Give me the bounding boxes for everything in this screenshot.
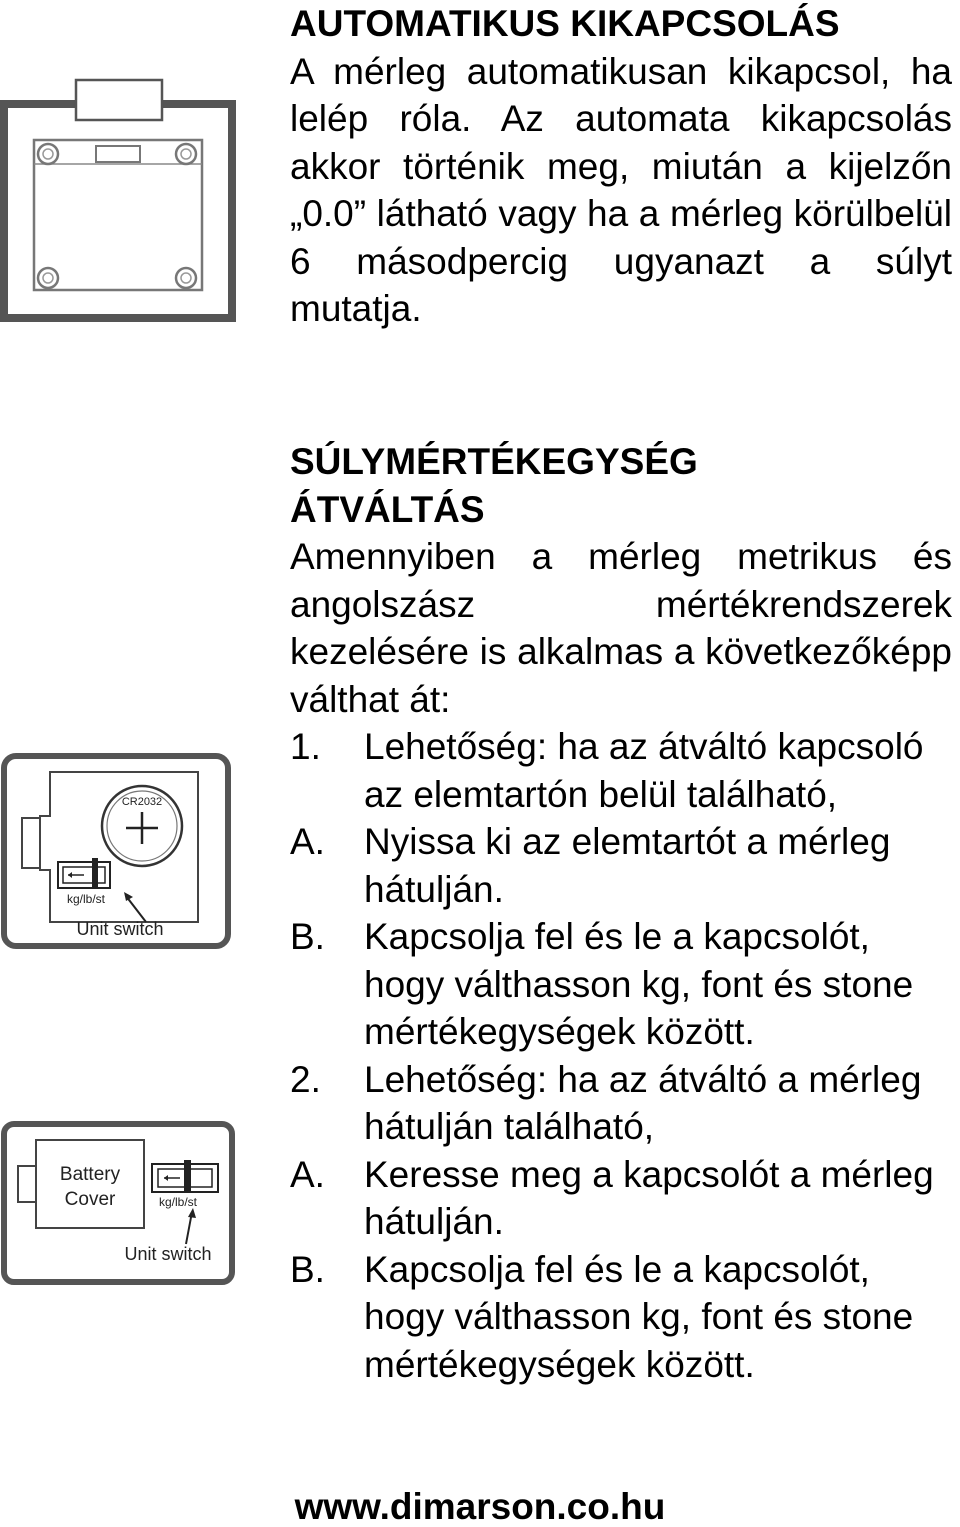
switch-label: kg/lb/st	[158, 1195, 198, 1209]
list-item	[290, 913, 952, 1056]
auto-off-body: A mérleg automatikusan kikapcsol, ha lelép róla. Az automata kikapcsolás akkor történik meg, miután a kijelzőn „0.0” látható vagy ha a mérleg körülbelül 6 másodpercig ugyanazt a súlyt mutatja.	[290, 50, 952, 329]
battery-compartment-illustration	[0, 752, 234, 950]
unit-switch	[58, 858, 110, 888]
list-item-text: Kapcsolja fel és le a kapcsolót, hogy válthasson kg, font és stone mértékegységek között.	[364, 1248, 914, 1385]
list-item	[290, 1056, 952, 1151]
list-item-text: Lehetőség: ha az átváltó kapcsoló az elemtartón belül található,	[364, 726, 924, 815]
battery-cover-label-line2: Cover	[64, 1189, 116, 1210]
list-item-text: Nyissa ki az elemtartót a mérleg hátulján.	[364, 821, 891, 910]
unit-conversion-title-line1: SÚLYMÉRTÉKEGYSÉG	[290, 441, 698, 482]
list-marker: 2.	[290, 1058, 321, 1100]
unit-switch-caption: Unit switch	[76, 919, 164, 939]
battery-label: CR2032	[121, 796, 163, 808]
list-item-text: Kapcsolja fel és le a kapcsolót, hogy válthasson kg, font és stone mértékegységek között.	[364, 916, 914, 1052]
footer-website: www.dimarson.co.hu	[294, 1486, 666, 1527]
list-item-text: Keresse meg a kapcsolót a mérleg hátulján.	[364, 1153, 934, 1242]
list-item	[290, 723, 952, 818]
list-marker: B.	[290, 916, 325, 957]
scale-top-view-illustration	[0, 76, 240, 322]
list-marker: 1.	[290, 726, 321, 767]
unit-switch	[152, 1160, 218, 1192]
unit-conversion-title-line2: ÁTVÁLTÁS	[290, 488, 485, 530]
list-marker: A.	[290, 1153, 325, 1195]
battery-cover-illustration	[0, 1120, 236, 1286]
list-item-text: Lehetőség: ha az átváltó a mérleg hátulján található,	[364, 1058, 922, 1147]
list-item	[290, 1246, 952, 1389]
unit-switch-caption: Unit switch	[124, 1244, 212, 1264]
unit-conversion-steps	[290, 723, 952, 1388]
auto-off-title: AUTOMATIKUS KIKAPCSOLÁS	[290, 3, 840, 44]
list-item	[290, 1151, 952, 1246]
list-marker: B.	[290, 1248, 325, 1290]
unit-conversion-intro: Amennyiben a mérleg metrikus és angolszász mértékrendszerek kezelésére is alkalmas a következőképp válthat át:	[290, 536, 952, 720]
list-item	[290, 818, 952, 913]
battery-cover-label-line1: Battery	[59, 1164, 121, 1185]
switch-label: kg/lb/st	[66, 892, 106, 906]
list-marker: A.	[290, 821, 325, 862]
